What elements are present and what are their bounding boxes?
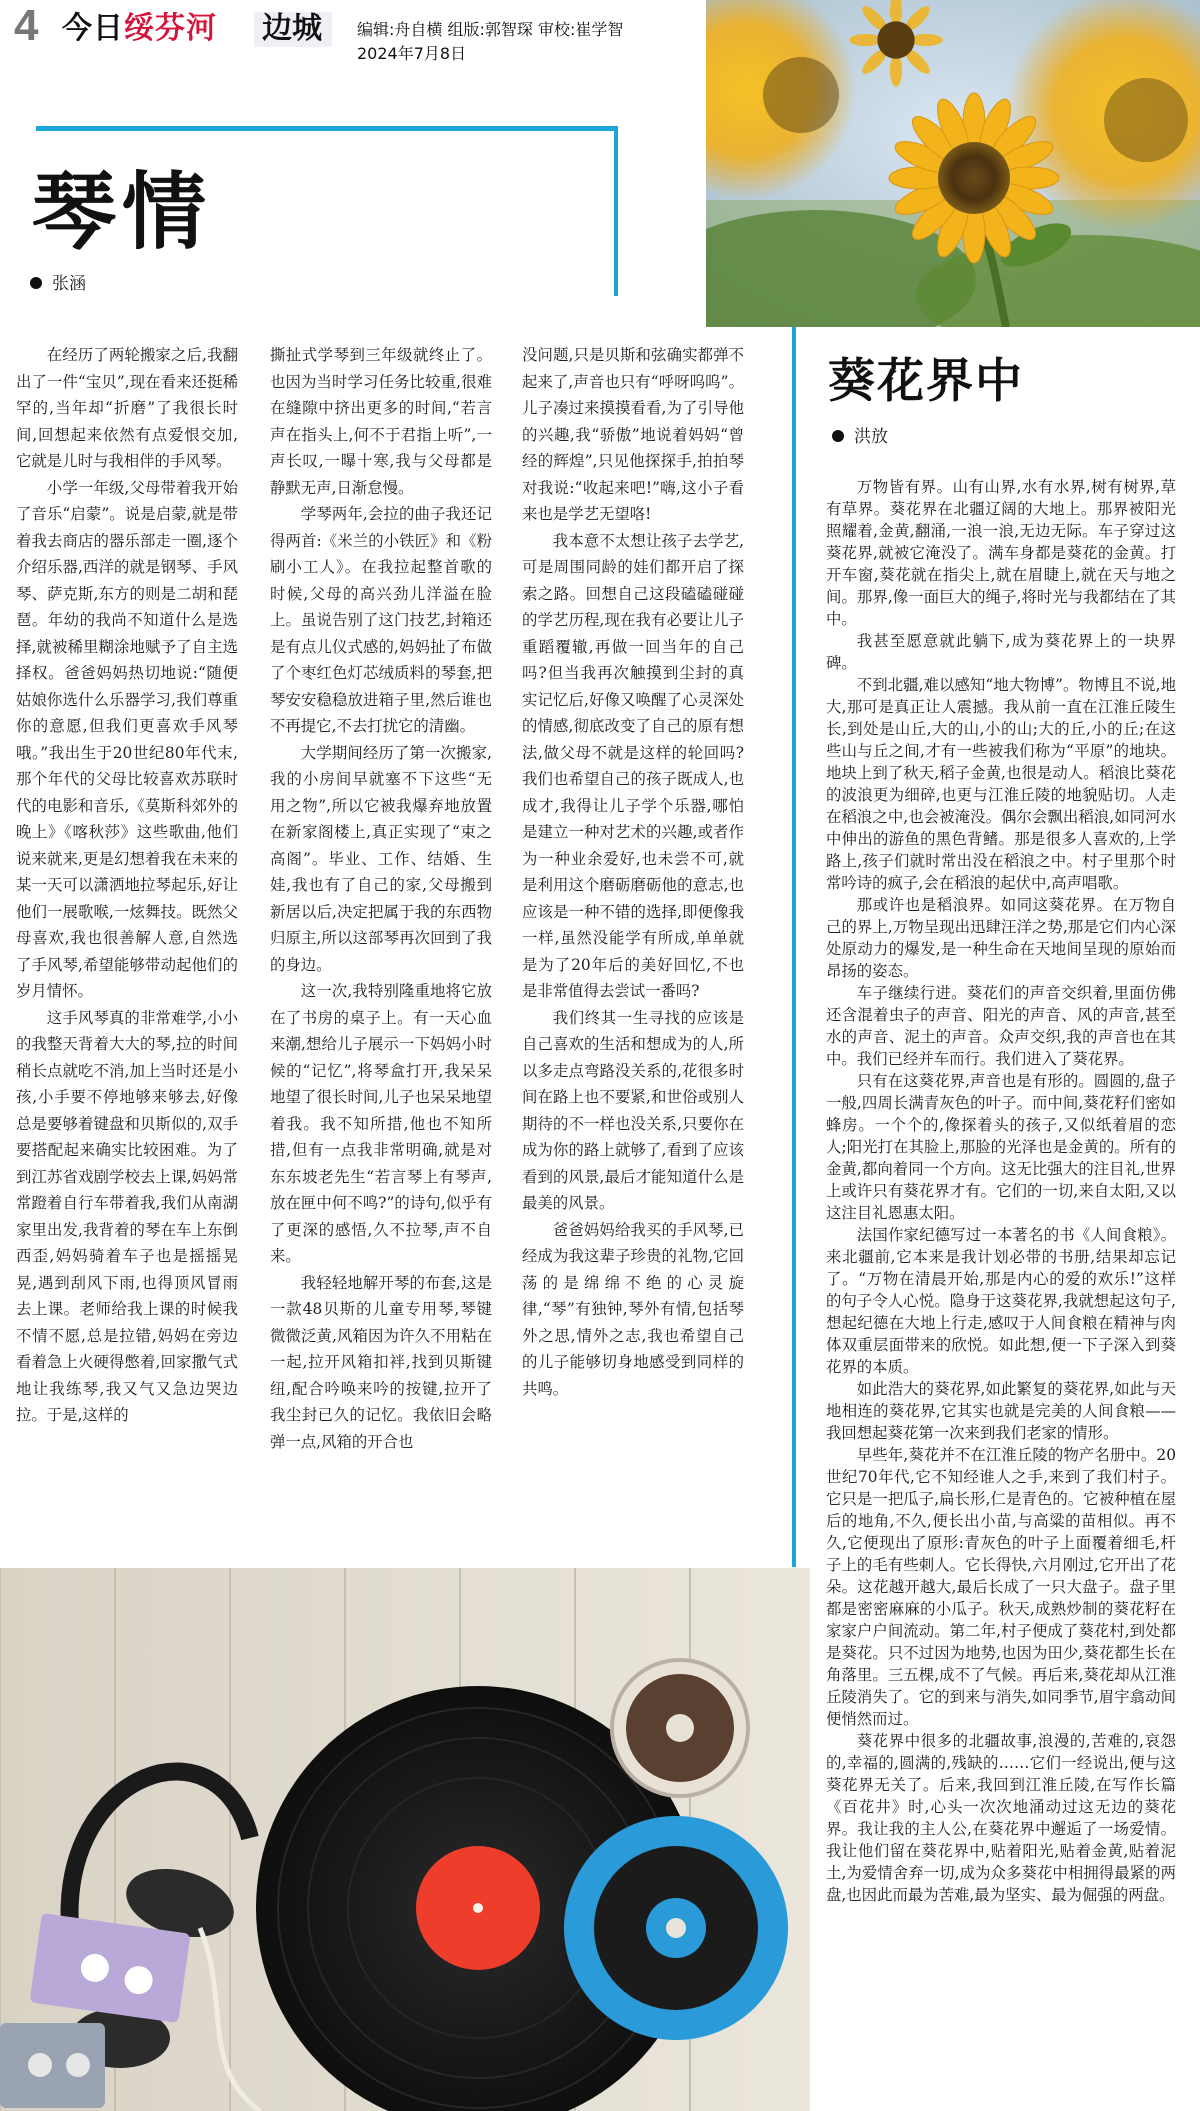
paragraph: 法国作家纪德写过一本著名的书《人间食粮》。来北疆前,它本来是我计划必带的书册,结果却忘记了。“万物在清晨开始,那是内心的爱的欢乐!”这样的句子令人心悦。隐身于这葵花界,我就想起这句子,想起纪德在大地上行走,感叹于人间食粮在精神与肉体双重层面带来的欣悦。如此想,便一下子深入到葵花界的本质。 bbox=[826, 1226, 1176, 1376]
article-1-byline bbox=[30, 274, 86, 294]
paragraph: 不到北疆,难以感知“地大物博”。物博且不说,地大,那可是真正让人震撼。我从前一直在江淮丘陵生长,到处是山丘,大的山,小的山;大的丘,小的丘;在这些山与丘之间,才有一些被我们称为“平原”的地块。地块上到了秋天,稻子金黄,也很是动人。稻浪比葵花的波浪更为细碎,也更与江淮丘陵的地貌贴切。人走在稻浪之中,也会被淹没。偶尔会飘出稻浪,如同河水中伸出的游鱼的黑色背鳍。那是很多人喜欢的,上学路上,孩子们就时常出没在稻浪之中。村子里那个时常吟诗的疯子,会在稻浪的起伏中,高声唱歌。 bbox=[826, 676, 1176, 892]
paragraph: 只有在这葵花界,声音也是有形的。圆圆的,盘子一般,四周长满青灰色的叶子。而中间,葵花籽们密如蜂房。一个个的,像探着头的孩子,又似纸着眉的恋人;阳光打在其脸上,那脸的光泽也是金黄的。所有的金黄,都向着同一个方向。这无比强大的注目礼,世界上或许只有葵花界才有。它们的一切,来自太阳,又以这注目礼恩惠太阳。 bbox=[826, 1072, 1176, 1222]
paragraph: 万物皆有界。山有山界,水有水界,树有树界,草有草界。葵花界在北疆辽阔的大地上。那界被阳光照耀着,金黄,翻涌,一浪一浪,无边无际。车子穿过这葵花界,就被它淹没了。满车身都是葵花的金黄。打开车窗,葵花就在指尖上,就在眉睫上,就在天与地之间。那界,像一面巨大的绳子,将时光与我都结在了其中。 bbox=[826, 478, 1176, 628]
sunflower-photo bbox=[706, 0, 1200, 327]
article-1-column-2 bbox=[270, 342, 492, 1455]
paragraph: 没问题,只是贝斯和弦确实都弹不起来了,声音也只有“呼呀呜呜”。儿子凑过来摸摸看看,为了引导他的兴趣,我“骄傲”地说着妈妈“曾经的辉煌”,只见他探探手,拍拍琴对我说:“收起来吧!”嗨,这小子看来也是学艺无望咯! bbox=[522, 346, 744, 523]
editor-credits: 编辑:舟自横 组版:郭智琛 审校:崔学智 bbox=[357, 20, 624, 39]
vinyl-record-photo bbox=[0, 1568, 810, 2111]
paragraph: 那或许也是稻浪界。如同这葵花界。在万物自己的界上,万物呈现出迅肆汪洋之势,那是它们内心深处原动力的爆发,是一种生命在天地间呈现的原始而昂扬的姿态。 bbox=[826, 896, 1176, 980]
paragraph: 如此浩大的葵花界,如此繁复的葵花界,如此与天地相连的葵花界,它其实也就是完美的人间食粮——我回想起葵花第一次来到我们老家的情形。 bbox=[826, 1380, 1176, 1442]
article-1-title: 琴情 bbox=[32, 162, 213, 261]
accent-rule-top bbox=[36, 126, 616, 131]
paragraph: 学琴两年,会拉的曲子我还记得两首:《米兰的小铁匠》和《粉刷小工人》。在我拉起整首歌的时候,父母的高兴劲儿洋溢在脸上。虽说告别了这门技艺,封箱还是有点儿仪式感的,妈妈扯了布做了个枣红色灯芯绒质料的琴套,把琴安安稳稳放进箱子里,然后谁也不再提它,不去打扰它的清幽。 bbox=[270, 505, 492, 735]
newspaper-name bbox=[62, 11, 217, 46]
article-2-byline bbox=[832, 427, 888, 447]
paragraph: 这一次,我特别隆重地将它放在了书房的桌子上。有一天心血来潮,想给儿子展示一下妈妈小时候的“记忆”,将琴盒打开,我呆呆地望了很长时间,儿子也呆呆地望着我。我不知所措,他也不知所措,但有一点我非常明确,就是对东东坡老先生“若言琴上有琴声,放在匣中何不鸣?”的诗句,似乎有了更深的感悟,久不拉琴,声不自来。 bbox=[270, 982, 492, 1265]
page-number: 4 bbox=[14, 1, 39, 50]
accent-rule-right bbox=[614, 126, 618, 296]
section-name: 边城 bbox=[254, 12, 332, 47]
paragraph: 爸爸妈妈给我买的手风琴,已经成为我这辈子珍贵的礼物,它回荡的是绵绵不绝的心灵旋律,“琴”有独钟,琴外有情,包括琴外之思,情外之志,我也希望自己的儿子能够切身地感受到同样的共鸣。 bbox=[522, 1220, 744, 1398]
paragraph: 我轻轻地解开琴的布套,这是一款48贝斯的儿童专用琴,琴键微微泛黄,风箱因为许久不用粘在一起,拉开风箱扣袢,找到贝斯键纽,配合吟唤来吟的按键,拉开了我尘封已久的记忆。我依旧会略弹一点,风箱的开合也 bbox=[270, 1273, 492, 1451]
bullet-dot-icon bbox=[30, 277, 42, 289]
article-1-column-3 bbox=[522, 342, 744, 1402]
paragraph: 这手风琴真的非常难学,小小的我整天背着大大的琴,拉的时间稍长点就吃不消,加上当时还是小孩,小手要不停地够来够去,好像总是要够着键盘和贝斯似的,双手要搭配起来确实比较困难。为了到江苏省戏剧学校去上课,妈妈常常蹬着自行车带着我,我们从南湖家里出发,我背着的琴在车上东倒西歪,妈妈骑着车子也是摇摇晃晃,遇到刮风下雨,也得顶风冒雨去上课。老师给我上课的时候我不情不愿,总是拉错,妈妈在旁边看着急上火硬得憋着,回家撒气式地让我练琴,我又气又急边哭边拉。于是,这样的 bbox=[16, 1008, 238, 1424]
newspaper-name-a: 今日 bbox=[62, 11, 124, 46]
newspaper-name-b: 绥芬河 bbox=[124, 11, 217, 46]
paragraph: 我们终其一生寻找的应该是自己喜欢的生活和想成为的人,所以多走点弯路没关系的,花很多时间在路上也不要紧,和世俗或别人期待的不一样也没关系,只要你在成为你的路上就够了,看到了应该看到的风景,最后才能知道什么是最美的风景。 bbox=[522, 1008, 744, 1212]
paragraph: 在经历了两轮搬家之后,我翻出了一件“宝贝”,现在看来还挺稀罕的,当年却“折磨”了我很长时间,回想起来依然有点爱恨交加,它就是儿时与我相伴的手风琴。 bbox=[16, 346, 238, 470]
paragraph: 大学期间经历了第一次搬家,我的小房间早就塞不下这些“无用之物”,所以它被我爆弃地放置在新家阁楼上,真正实现了“束之高阁”。毕业、工作、结婚、生娃,我也有了自己的家,父母搬到新居以后,决定把属于我的东西物归原主,所以这部琴再次回到了我的身边。 bbox=[270, 743, 492, 974]
article-2-title: 葵花界中 bbox=[828, 354, 1024, 409]
paragraph: 我本意不太想让孩子去学艺,可是周围同龄的娃们都开启了探索之路。回想自己这段磕磕碰碰的学艺历程,现在我有必要让儿子重蹈覆辙,再做一回当年的自己吗?但当我再次触摸到尘封的真实记忆后,好像又唤醒了心灵深处的情感,彻底改变了自己的原有想法,做父母不就是这样的轮回吗?我们也希望自己的孩子既成人,也成才,我得让儿子学个乐器,哪怕是建立一种对艺术的兴趣,或者作为一种业余爱好,也未尝不可,就是利用这个磨砺磨砺他的意志,也应该是一种不错的选择,即便像我一样,虽然没能学有所成,单单就是为了20年后的美好回忆,不也是非常值得去尝试一番吗? bbox=[522, 531, 744, 1000]
paragraph: 我甚至愿意就此躺下,成为葵花界上的一块界碑。 bbox=[826, 632, 1176, 672]
accent-rule-divider bbox=[792, 327, 796, 1567]
paragraph: 葵花界中很多的北疆故事,浪漫的,苦难的,哀怨的,幸福的,圆满的,残缺的……它们一经说出,便与这葵花界无关了。后来,我回到江淮丘陵,在写作长篇《百花井》时,心头一次次地涌动过这无边的葵花界。我让我的主人公,在葵花界中邂逅了一场爱情。我让他们留在葵花界中,贴着阳光,贴着金黄,贴着泥土,为爱情舍弃一切,成为众多葵花中相拥得最紧的两盘,也因此而最为苦难,最为坚实、最为倔强的两盘。 bbox=[826, 1732, 1176, 1904]
article-1-author: 张涵 bbox=[52, 274, 86, 294]
article-2-body bbox=[826, 476, 1176, 1906]
paragraph: 小学一年级,父母带着我开始了音乐“启蒙”。说是启蒙,就是带着我去商店的器乐部走一圈,逐个介绍乐器,西洋的就是钢琴、手风琴、萨克斯,东方的则是二胡和琵琶。年幼的我尚不知道什么是选择,就被稀里糊涂地赋予了自主选择权。爸爸妈妈热切地说:“随便姑娘你选什么乐器学习,我们尊重你的意愿,但我们更喜欢手风琴哦。”我出生于20世纪80年代末,那个年代的父母比较喜欢苏联时代的电影和音乐,《莫斯科郊外的晚上》《喀秋莎》这些歌曲,他们说来就来,更是幻想着我在未来的某一天可以潇洒地拉琴起乐,好让他们一展歌喉,一炫舞技。既然父母喜欢,我也很善解人意,自然选了手风琴,希望能够带动起他们的岁月情怀。 bbox=[16, 478, 238, 1000]
publication-date: 2024年7月8日 bbox=[357, 44, 467, 63]
paragraph: 车子继续行进。葵花们的声音交织着,里面仿佛还含混着虫子的声音、阳光的声音、风的声音,甚至水的声音、泥土的声音。众声交织,我的声音也在其中。我们已经并车而行。我们进入了葵花界。 bbox=[826, 984, 1176, 1068]
paragraph: 撕扯式学琴到三年级就终止了。也因为当时学习任务比较重,很难在缝隙中挤出更多的时间,“若言声在指头上,何不于君指上听”,一声长叹,一曝十寒,我与父母都是静默无声,日渐怠慢。 bbox=[270, 346, 492, 497]
article-2-author: 洪放 bbox=[854, 427, 888, 447]
paragraph: 早些年,葵花并不在江淮丘陵的物产名册中。20世纪70年代,它不知经谁人之手,来到了我们村子。它只是一把瓜子,扁长形,仁是青色的。它被种植在屋后的地角,不久,便长出小苗,与高粱的苗相似。再不久,它便现出了原形:青灰色的叶子上面覆着细毛,杆子上的毛有些刺人。它长得快,六月刚过,它开出了花朵。这花越开越大,最后长成了一只大盘子。盘子里都是密密麻麻的小瓜子。秋天,成熟炒制的葵花籽在家家户户间流动。第二年,村子便成了葵花村,到处都是葵花。只不过因为地势,也因为田少,葵花都生长在角落里。三五棵,成不了气候。再后来,葵花却从江淮丘陵消失了。它的到来与消失,如同季节,眉宇翕动间便悄然而过。 bbox=[826, 1446, 1176, 1728]
article-1-column-1 bbox=[16, 342, 238, 1429]
bullet-dot-icon bbox=[832, 430, 844, 442]
